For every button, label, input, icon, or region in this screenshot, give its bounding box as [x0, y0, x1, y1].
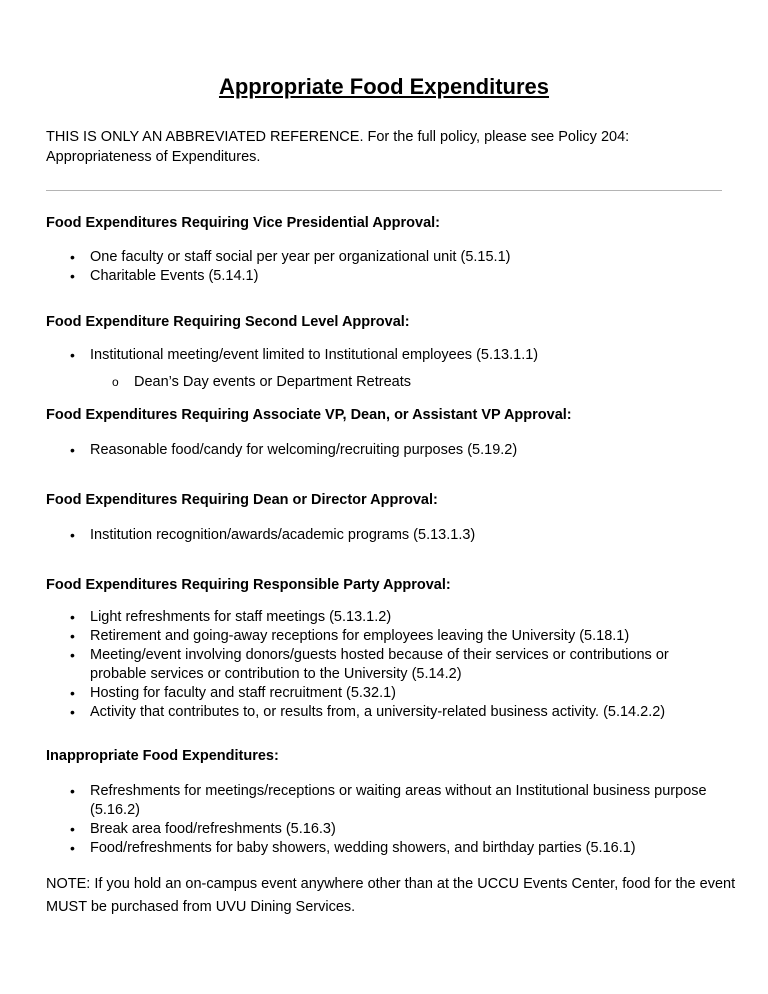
list-item: • Light refreshments for staff meetings (5.13.1.2)	[46, 608, 722, 627]
section-heading-dean-director: Food Expenditures Requiring Dean or Director Approval:	[46, 492, 438, 508]
list-item: • Break area food/refreshments (5.16.3)	[46, 820, 722, 839]
list-dean-director	[46, 526, 722, 545]
list-item: • Meeting/event involving donors/guests hosted because of their services or contributions or probable services or contribution to the University (5.14.2)	[46, 646, 722, 684]
sublist-second-level	[46, 373, 722, 392]
horizontal-divider	[46, 190, 722, 191]
note-text: NOTE: If you hold an on-campus event anywhere other than at the UCCU Events Center, food for the event MUST be purchased from UVU Dining Services.	[46, 876, 736, 915]
page-title: Appropriate Food Expenditures	[218, 74, 550, 99]
list-item: • Hosting for faculty and staff recruitment (5.32.1)	[46, 684, 722, 703]
list-item: • Reasonable food/candy for welcoming/recruiting purposes (5.19.2)	[46, 441, 722, 460]
list-item: • Activity that contributes to, or results from, a university-related business activity. (5.14.2.2)	[46, 703, 722, 722]
section-heading-vp-approval: Food Expenditures Requiring Vice Presidential Approval:	[46, 215, 440, 231]
list-item: • One faculty or staff social per year per organizational unit (5.15.1)	[46, 248, 722, 267]
section-heading-associate-vp: Food Expenditures Requiring Associate VP, Dean, or Assistant VP Approval:	[46, 407, 572, 423]
list-associate-vp	[46, 441, 722, 460]
sub-list-item: o Dean’s Day events or Department Retreats	[46, 373, 722, 392]
list-item: • Food/refreshments for baby showers, wedding showers, and birthday parties (5.16.1)	[46, 839, 722, 858]
list-item: • Institution recognition/awards/academic programs (5.13.1.3)	[46, 526, 722, 545]
list-inappropriate	[46, 782, 722, 858]
list-item: • Institutional meeting/event limited to Institutional employees (5.13.1.1)	[46, 346, 722, 365]
intro-text: THIS IS ONLY AN ABBREVIATED REFERENCE. For the full policy, please see Policy 204: Appropriateness of Expenditures.	[46, 129, 630, 165]
list-second-level	[46, 346, 722, 365]
section-heading-responsible-party: Food Expenditures Requiring Responsible Party Approval:	[46, 577, 451, 593]
section-heading-inappropriate: Inappropriate Food Expenditures:	[46, 748, 279, 764]
list-item: • Refreshments for meetings/receptions or waiting areas without an Institutional business purpose (5.16.2)	[46, 782, 722, 820]
list-item: • Charitable Events (5.14.1)	[46, 267, 722, 286]
section-heading-second-level: Food Expenditure Requiring Second Level Approval:	[46, 314, 410, 330]
list-responsible-party	[46, 608, 722, 722]
list-item: • Retirement and going-away receptions for employees leaving the University (5.18.1)	[46, 627, 722, 646]
list-vp-approval	[46, 248, 722, 286]
